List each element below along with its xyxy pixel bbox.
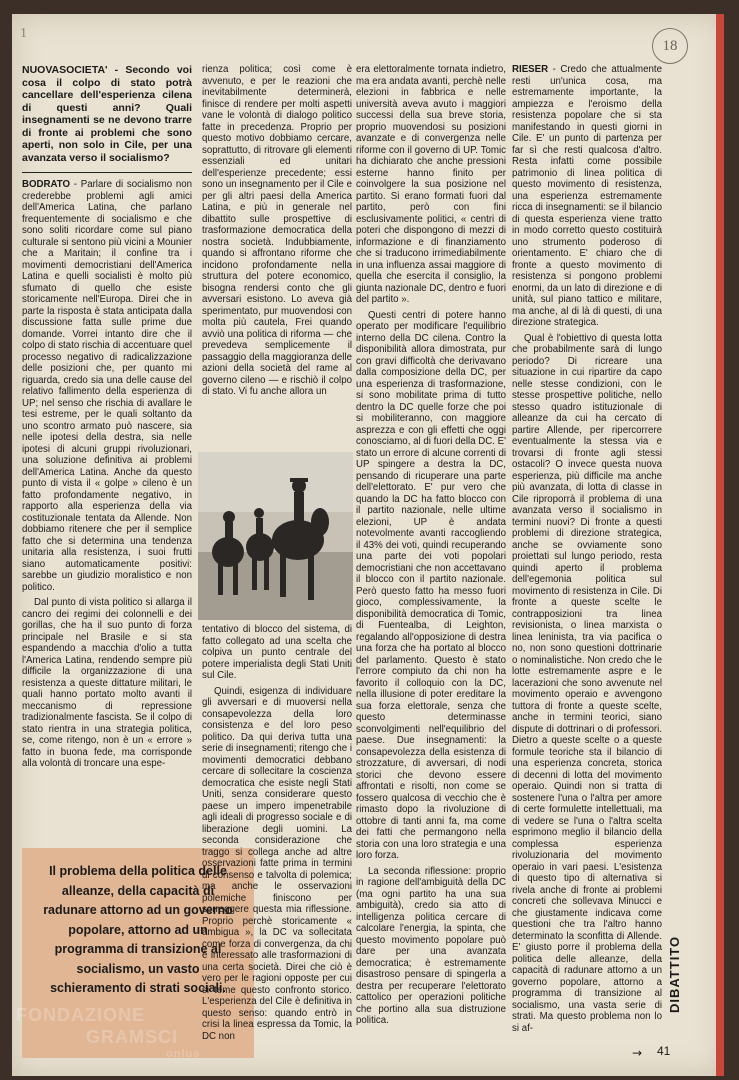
column-3 (356, 64, 506, 1060)
col3-paragraph-1 (356, 64, 506, 306)
rieser-paragraph-2: Qual è l'obiettivo di questa lotta che probabilmente sarà di lungo periodo? Di ricreare una situazione in cui ripartire da capo nelle stesse condizioni, con le stesse prospettive politiche, nello stesso quadro istituzionale di alleanze da cui ha cercato di partire Allende, per ripercorrere eventualmente la stessa via e trovarsi di fronte agli stessi ostacoli? O invece questa nuova esperienza, più difficile ma anche più avanzata, di lotta di classe in Cile riproporrà il problema di una avanzata verso il socialismo in termini nuovi? Di fronte a questi problemi di direzione strategica, anche se ovviamente sono proiettati sul lungo periodo, resta quindi aperto il problema dell'egemonia politica sul movimento di resistenza in Cile. Di fronte a queste scelte le contrapposizioni tra linea revisionista, o linea marxista o linea leninista, tra via pacifica o no, non sono questioni dottrinarie o nominalistiche. Non credo che le lotte estremamente aspre e le lacerazioni che sono avvenute nel movimento operaio e avvengono tuttora di fronte a queste scelte, anche in termini teorici, siano dispute di dottrinari o di professori. Dietro a queste scelte o a queste formule teoriche sta il bilancio di una esperienza concreta, storica di decenni di lotta del movimento operaio. Quindi non si tratta di sostenere l'una o l'altra per amore di certe formulette intellettuali, ma di vedere se l'una o l'altra scelta esprimono meglio il bilancio della complessa esperienza rivoluzionaria del movimento operaio in vari paesi. L'esistenza di questo tipo di alternativa si rivela anche di fronte ai problemi concreti che sollevava Minucci e che giustamente indicava come questioni che tra l'altro hanno determinato la sconfitta di Allende. E' giusto porre il problema della politica delle alleanze, della capacità di radunare attorno a un governo popolare, attorno a programma di transizione al socialismo, una vasta serie di strati. Ma questo problema non lo si af- (512, 332, 662, 1034)
col3-text-1: era elettoralmente tornata indietro, ma era andata avanti, perchè nelle elezioni in fabbrica e nelle università aveva avuto i maggiori successi della sua breve storia, proprio muovendosi su posizioni avanzate e di convergenza nelle riforme con il governo di UP. Tomic ha dichiarato che anche pressioni esterne hanno finito per coinvolgere la sua posizione nel partito. Si erano formati fuori dal partito, però con fini esclusivamente politici, « centri di poteri che dispongono di mezzi di informazione e di finanziamento che si traducono irrimediabilmente in una influenza assai maggiore di quella che esercita il consiglio, la giunta nazionale DC, dentro e fuori del partito ». (356, 64, 506, 305)
rieser-paragraph-1 (512, 64, 662, 329)
rieser-text-1: - Credo che attualmente resti un'unica cosa, ma estremamente importante, la ampiezza e l'eroismo della resistenza popolare che si sta manifestando in questi giorni in Cile. E' un punto di partenza per far sì che resti qualcosa d'altro. Resta infatti come possibile patrimonio di linea politica di questo movimento di resistenza, una esperienza estremamente ricca di insegnamenti: se il bilancio di questa esperienza viene tratto in modo corretto questo costituirà uno strumento poderoso di orientamento. E' chiaro che di fronte a questo movimento di resistenza si pongono problemi enormi, da un lato di direzione e di unità, sul piano tattico e militare, ma anche, al di là di questi, di una direzione strategica. (512, 64, 662, 328)
bodrato-paragraph-2: Dal punto di vista politico si allarga il cancro dei regimi dei colonnelli e dei gorillas, che ha il suo punto di forza principale nel Brasile e si sta espandendo a macchia d'olio a tutta l'America Latina, rendendo sempre più difficile la organizzazione di una resistenza a queste dittature militari, le quali hanno portato molto avanti il meccanismo di repressione tradizionalmente fascista. Se il colpo di stato rientra in una strategia politica, se, come ritengo, non è un « errore » fatto in buona fede, ma corrisponde alla volontà di troncare una espe- (22, 597, 192, 769)
bodrato-text-1: - Parlare di socialismo non crederebbe problemi agli amici dell'America Latina, che parlano frequentemente di socialismo e che sono soliti ricordare come sul piano culturale si sentono più vicini a Mounier che a Maritain; il confine tra i movimenti democristiani dell'America Latina e quelli socialisti è molto più sfumato di quello che esiste storicamente nell'Europa. Direi che in parte la risposta è stata anticipata dalla discussione fatta sulle prime due domande. Vorrei intanto dire che il colpo di stato rischia di accentuare quel processo negativo di radicalizzazione delle posizioni che, per quanto mi riguarda, credo sia una delle cause del relativo fallimento della esperienza di UP; nel senso che rischia di avallare le tesi estreme, per le quali soltanto da uno scontro armato può nascere, sia nelle ipotesi della destra, sia nelle ipotesi di alcuni gruppi rivoluzionari, una soluzione definitiva ai problemi dell'America Latina. Anche da questo punto di vista il « golpe » cileno è un fatto profondamente negativo, in rapporto alla esperienza della via costituzionale tentata da Allende. Non dobbiamo ritenere che per il semplice fatto che si determina una tendenza unitaria alla resistenza, i suoi frutti siano automaticamente positivi: sarebbe un giudizio moralistico e non politico. (22, 179, 192, 593)
watermark-line-3: onlus (166, 1048, 201, 1060)
col3-paragraph-3: La seconda riflessione: proprio in ragione dell'ambiguità della DC (ma ogni partito ha una sua ambiguità), credo sia atto di intelligenza politica cercare di calcolare l'energia, la spinta, che questo movimento popolare può dare per una avanzata democratica; è estremamente disastroso pensare di spingerla a destra per recuperare l'elettorato cattolico per operazioni politiche che portino alla sua distruzione politica. (356, 865, 506, 1026)
watermark-line-2: GRAMSCI (86, 1027, 178, 1047)
archive-number: 18 (652, 28, 688, 64)
photo-horsemen (198, 452, 353, 620)
archive-watermark (16, 1004, 200, 1060)
column-1 (22, 64, 192, 864)
col2-paragraph-1: rienza politica; così come è avvenuto, e per le reazioni che inevitabilmente determinerà, finisce di rendere per molti aspetti vane le volontà di dialogo politico fatte in precedenza. Proprio per questo motivo dobbiamo cercare, soprattutto, di ritrovare gli elementi essenziali ed unitari dell'esperienze precedente; essi sono un insegnamento per il Cile e per gli altri paesi della America Latina, e più in generale nel dibattito sulle prospettive di trasformazione democratica della nostra società. Indubbiamente, quando si affrontano riforme che incidono profondamente nella struttura del potere economico, bisogna rendersi conto che gli avversari esistono. Lo aveva già sperimentato, pur muovendosi con molta più cautela, Frei quando avviò una politica di riforma — che prevedeva semplicemente il passaggio della maggioranza delle azioni della società del rame al governo cileno — e rischiò il colpo di stato. Vi fu anche allora un (202, 64, 352, 397)
divider (22, 172, 192, 173)
watermark-line-1: FONDAZIONE (16, 1005, 145, 1025)
magazine-page (12, 14, 724, 1076)
column-2-lower (202, 624, 352, 1060)
bodrato-paragraph-1 (22, 179, 192, 593)
col2-paragraph-2: tentativo di blocco del sistema, di fatto collegato ad una scelta che colpiva un punto centrale del potere imperialista degli Stati Uniti sul Cile. (202, 624, 352, 681)
horsemen-image (198, 452, 353, 620)
speaker-rieser: RIESER (512, 64, 549, 75)
section-label: DIBATTITO (667, 935, 682, 1013)
speaker-bodrato: BODRATO (22, 179, 71, 190)
continue-arrow: → (632, 1046, 643, 1060)
pull-quote-text: Il problema della politica delle alleanze, della capacità di radunare attorno ad un governo popolare, attorno ad un programma di transizione al socialismo, un vasto schieramento di strati sociali. (43, 864, 233, 995)
col2-paragraph-3: Quindi, esigenza di individuare gli avversari e di muoversi nella consapevolezza della loro consistenza e del loro peso politico. Da qui deriva tutta una serie di insegnamenti; ritengo che i movimenti democratici debbano cercare di sollecitare la coscienza democratica che esiste negli Stati Uniti, senza considerare questo paese un impero impenetrabile agli ideali di progresso sociale e di liberazione degli uomini. La seconda considerazione che traggo si collega anche ad altre osservazioni fatte prima in termini di consenso e talvolta di polemica; ma anche le osservazioni polemiche finiscono per sorreggere questa mia riflessione. Proprio perchè storicamente « ambigua », la DC va sollecitata come forza di convergenza, da chi è interessato alle trasformazioni di una certa società. Direi che ciò è vero per le ragioni opposte per cui si teme questo confronto storico. L'esperienza del Cile è definitiva in questo senso: quando entrò in crisi la linea espressa da Tomic, la DC non (202, 685, 352, 1042)
column-4 (512, 64, 662, 1049)
interview-question: NUOVASOCIETA' - Secondo voi cosa il colpo di stato potrà cancellare dell'esperienza cilena di questi anni? Quali insegnamenti se ne devono trarre di fronte ai problemi che sono aperti, non solo in Cile, per una avanzata verso il socialismo? (22, 64, 192, 164)
page-number: 41 (657, 1044, 671, 1058)
corner-mark: 1 (20, 26, 27, 41)
page-edge (716, 14, 724, 1076)
col3-paragraph-2: Questi centri di potere hanno operato per modificare l'equilibrio interno della DC cilena. Contro la disponibilità allora dimostrata, pur con gravi difficoltà che derivavano dalla composizione della DC, per una esperienza di trasformazione, si sono mobilitate prima di tutto dentro la DC quelle forze che poi si mobiliteranno, con maggiore asprezza e con gli effetti che oggi conosciamo, al di fuori della DC. E' stato un errore di alcune correnti di UP spingere a destra la DC, pensando di ricuperare una parte dell'elettorato. E' pur vero che quando la DC ha fatto blocco con il partito nazionale, nelle ultime elezioni, UP è andata notevolmente avanti raccogliendo il 43% dei voti, quindi recuperando una parte dei voti popolari democristiani che non accettavano il blocco con il partito nazionale. Però questo fatto ha messo fuori gioco, complessivamente, la disponibilità democratica di Tomic, di Fuentealba, di Leighton, regalando all'opposizione di destra una forza che ha portato al blocco del parlamento. Questo è stato l'errore compiuto da chi non ha favorito il colloquio con la DC, nella illusione di poter ereditare la sua forza elettorale, senza che questo determinasse sconvolgimenti nell'equilibrio del paese. Due insegnamenti: la consapevolezza della esistenza di strozzature, di avversari, di nodi storici che devono essere affrontati e risolti, non come se fossero qualcosa di vecchio che è rimasto dopo la rivoluzione di ottobre di tanti anni fa, ma come dei fatti che permangono nella storia con una loro strategia e una loro forza. (356, 309, 506, 861)
column-2 (202, 64, 352, 448)
